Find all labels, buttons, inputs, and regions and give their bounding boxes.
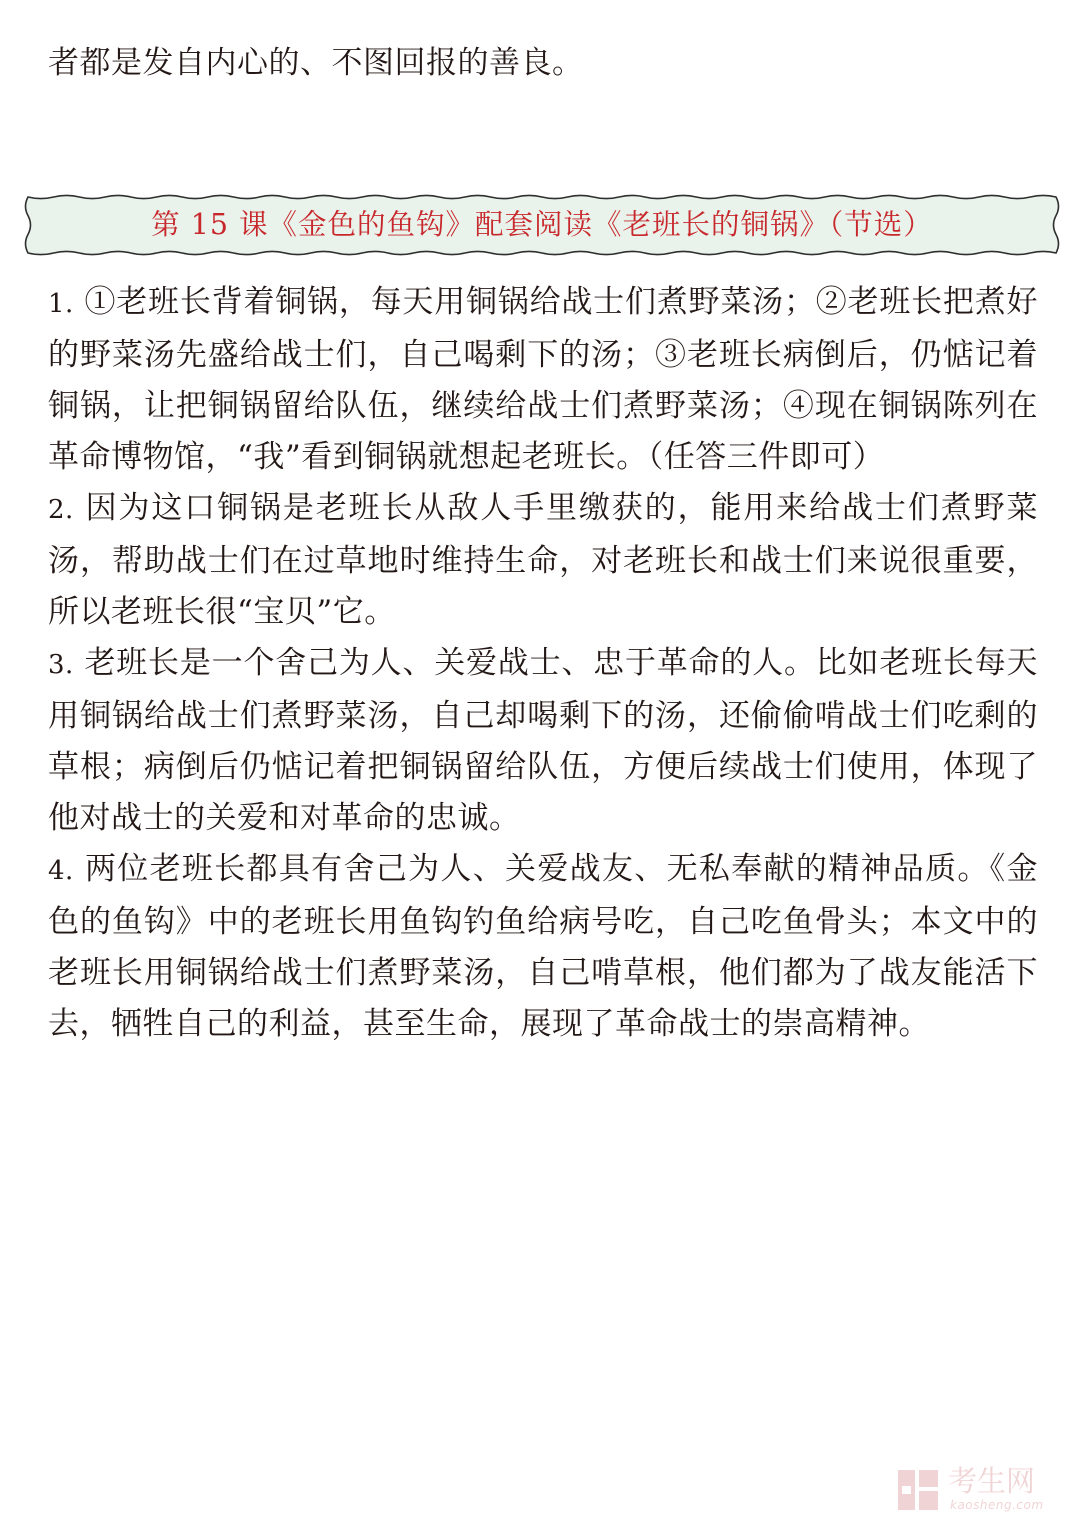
answer-number: 2.	[48, 495, 74, 525]
answer-item-2	[48, 483, 1038, 638]
answer-item-3	[48, 638, 1038, 844]
answer-text: 因为这口铜锅是老班长从敌人手里缴获的，能用来给战士们煮野菜汤，帮助战士们在过草地时维持生命，对老班长和战士们来说很重要，所以老班长很“宝贝”它。	[48, 490, 1038, 630]
answer-item-4	[48, 844, 1038, 1050]
kaosheng-logo-icon	[896, 1468, 940, 1512]
answer-text: 老班长是一个舍己为人、关爱战士、忠于革命的人。比如老班长每天用铜锅给战士们煮野菜汤，自己却喝剩下的汤，还偷偷啃战士们吃剩的草根；病倒后仍惦记着把铜锅留给队伍，方便后续战士们使用，体现了他对战士的关爱和对革命的忠诚。	[48, 645, 1038, 836]
section-title: 第 15 课《金色的鱼钩》配套阅读《老班长的铜锅》（节选）	[151, 208, 933, 241]
answer-number: 1.	[48, 289, 74, 319]
section-banner	[22, 193, 1062, 257]
site-watermark	[896, 1464, 1058, 1516]
answer-item-1	[48, 277, 1038, 483]
watermark-name: 考生网	[948, 1464, 1036, 1498]
answer-number: 3.	[48, 650, 74, 680]
answer-text: ①老班长背着铜锅，每天用铜锅给战士们煮野菜汤；②老班长把煮好的野菜汤先盛给战士们，自己喝剩下的汤；③老班长病倒后，仍惦记着铜锅，让把铜锅留给队伍，继续给战士们煮野菜汤；④现在铜锅陈列在革命博物馆，“我”看到铜锅就想起老班长。（任答三件即可）	[48, 284, 1038, 475]
watermark-domain: kaosheng.com	[950, 1498, 1044, 1512]
answer-list	[48, 277, 1038, 1050]
answer-text: 两位老班长都具有舍己为人、关爱战友、无私奉献的精神品质。《金色的鱼钩》中的老班长用鱼钩钓鱼给病号吃，自己吃鱼骨头；本文中的老班长用铜锅给战士们煮野菜汤，自己啃草根，他们都为了战友能活下去，牺牲自己的利益，甚至生命，展现了革命战士的崇高精神。	[48, 851, 1038, 1042]
answer-number: 4.	[48, 856, 74, 886]
intro-paragraph-tail: 者都是发自内心的、不图回报的善良。	[48, 45, 584, 81]
